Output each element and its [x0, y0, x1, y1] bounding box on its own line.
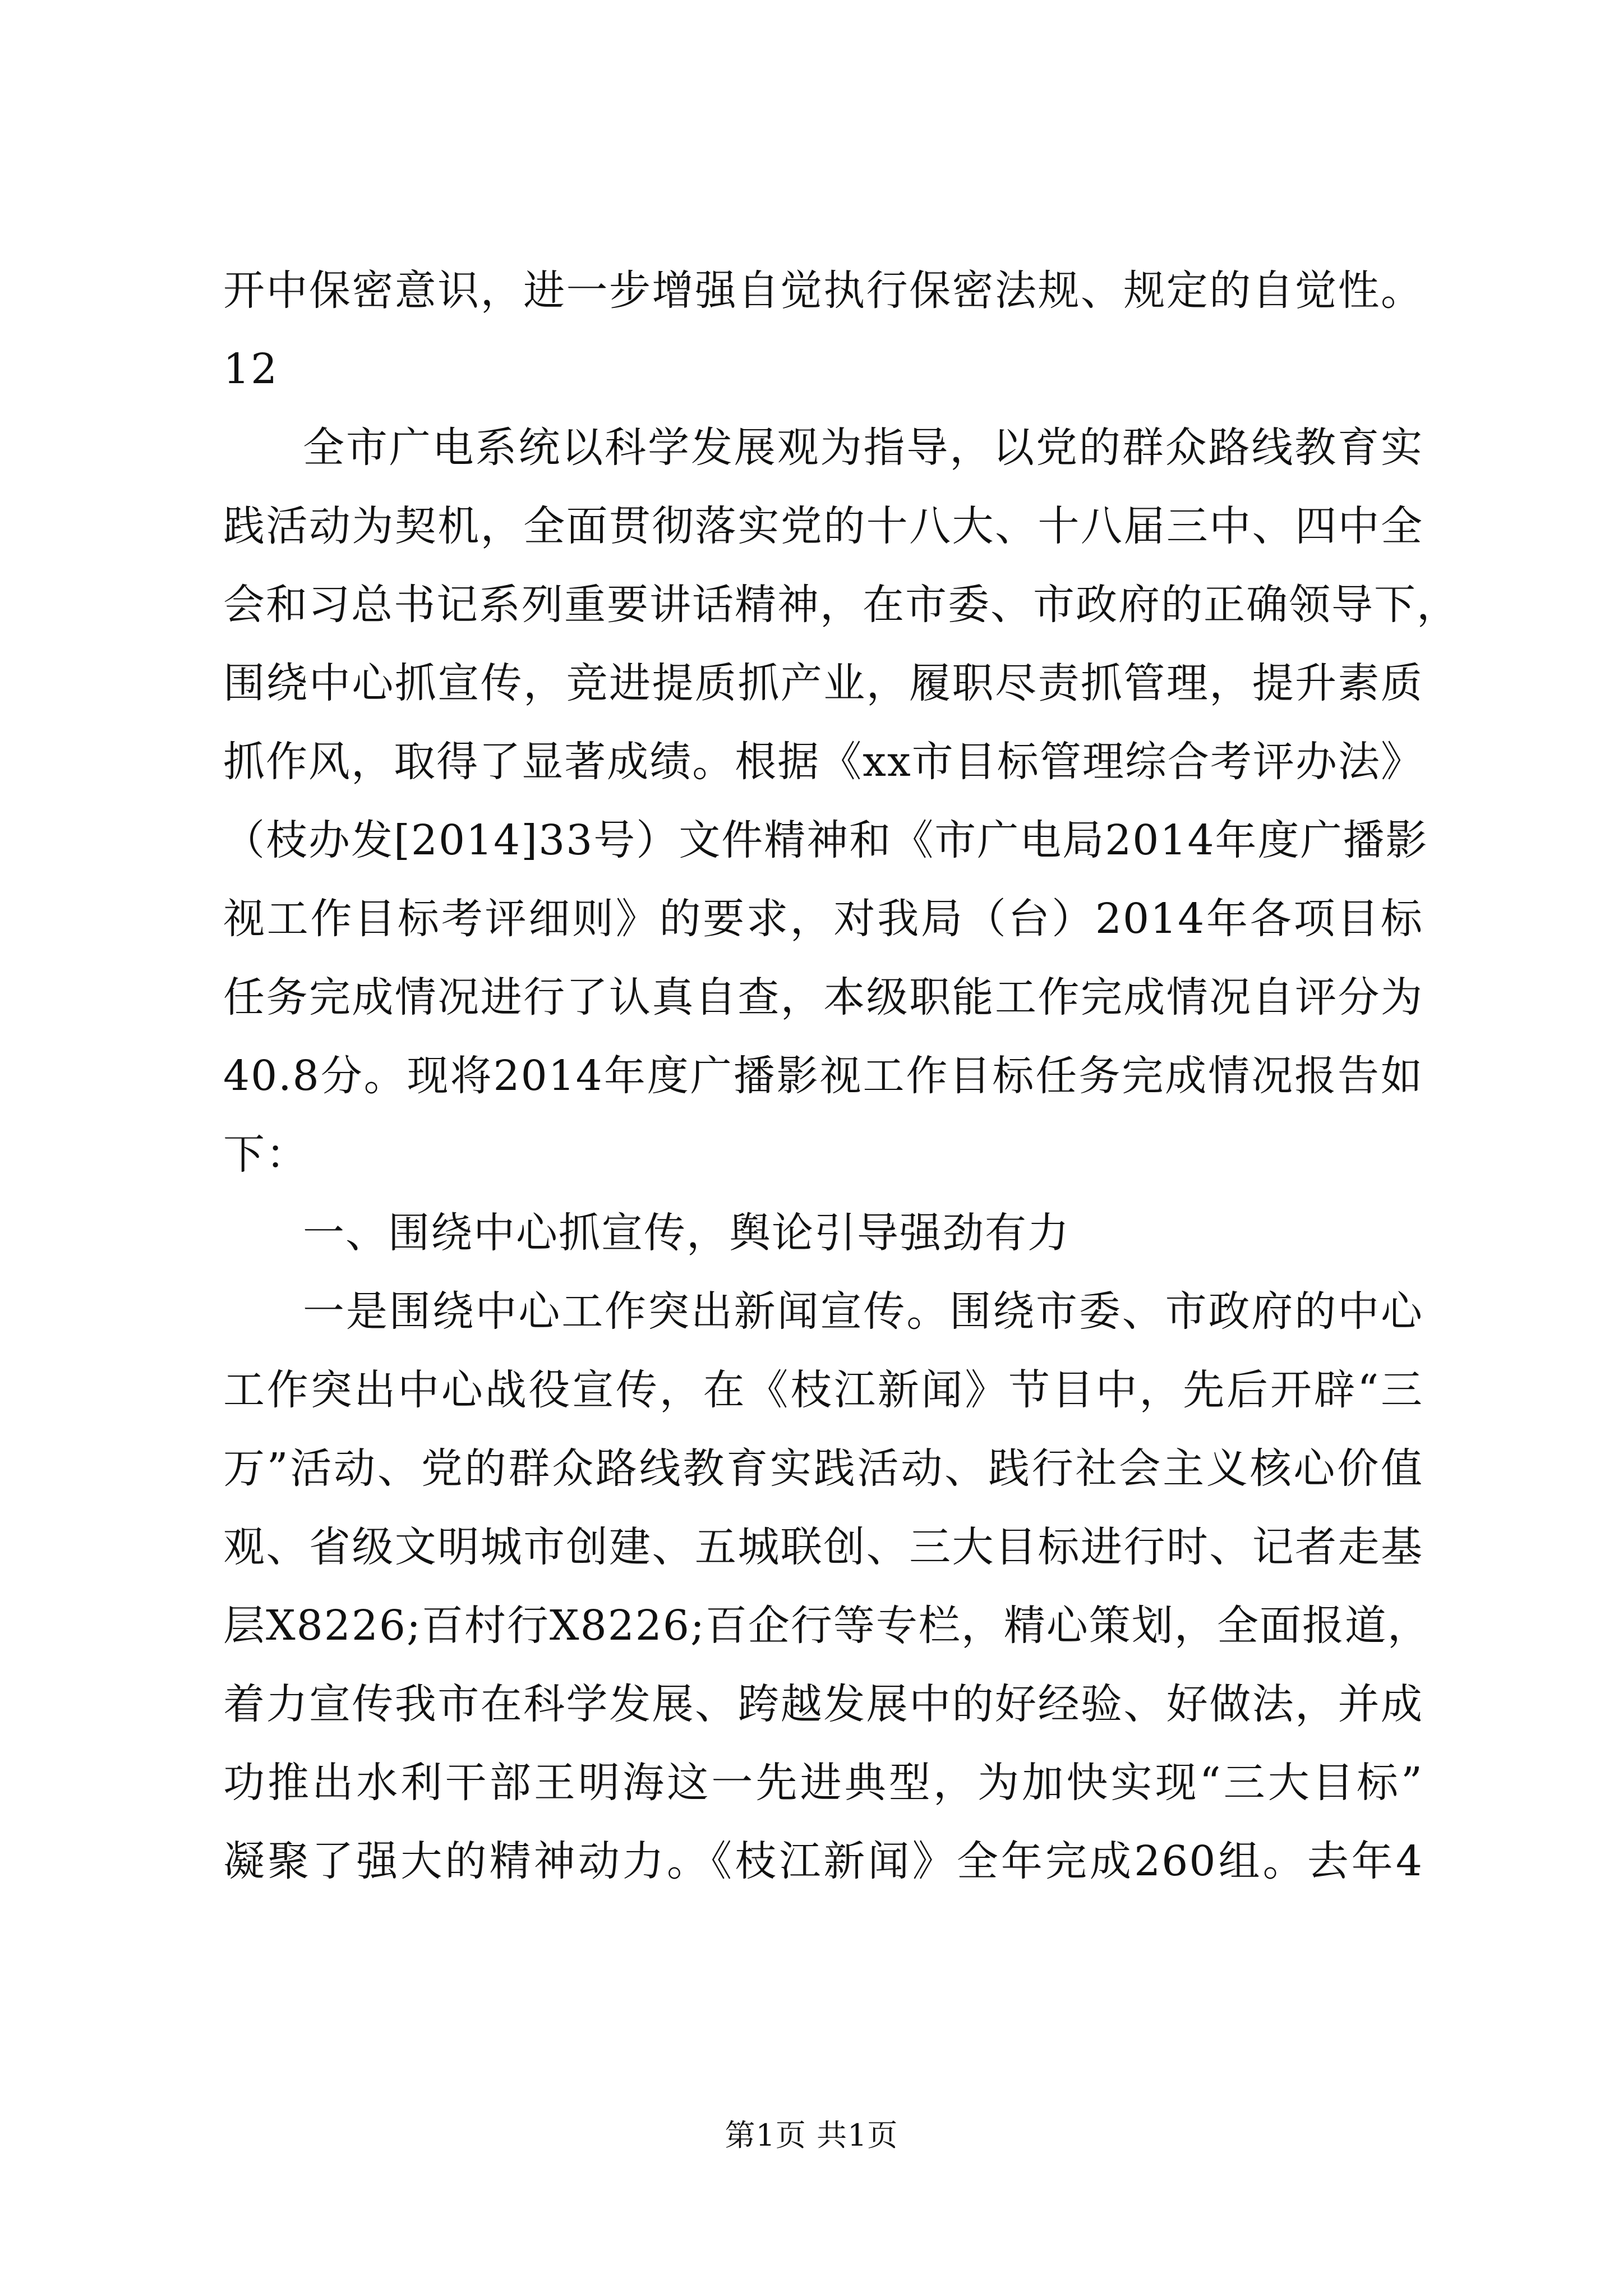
document-body	[223, 251, 1459, 1901]
paragraph-start-line: 一是围绕中心工作突出新闻宣传。围绕市委、市政府的中心	[303, 1287, 1423, 1336]
body-line: 40.8分。现将2014年度广播影视工作目标任务完成情况报告如	[223, 1052, 1423, 1100]
body-line: 着力宣传我市在科学发展、跨越发展中的好经验、好做法，并成	[223, 1680, 1423, 1728]
body-line: 会和习总书记系列重要讲话精神，在市委、市政府的正确领导下，	[223, 581, 1459, 629]
body-line: 层X8226;百村行X8226;百企行等专栏，精心策划，全面报道，	[223, 1602, 1430, 1650]
body-line: 视工作目标考评细则》的要求，对我局（台）2014年各项目标	[223, 895, 1423, 943]
body-line: 抓作风，取得了显著成绩。根据《xx市目标管理综合考评办法》	[223, 738, 1423, 786]
body-line: 围绕中心抓宣传，竞进提质抓产业，履职尽责抓管理，提升素质	[223, 659, 1423, 707]
body-line: 12	[223, 345, 279, 393]
body-line: 观、省级文明城市创建、五城联创、三大目标进行时、记者走基	[223, 1523, 1423, 1571]
body-line: 开中保密意识，进一步增强自觉执行保密法规、规定的自觉性。	[223, 266, 1423, 315]
body-line: 践活动为契机，全面贯彻落实党的十八大、十八届三中、四中全	[223, 502, 1423, 550]
paragraph-start-line: 全市广电系统以科学发展观为指导，以党的群众路线教育实	[303, 424, 1423, 472]
section-heading: 一、围绕中心抓宣传，舆论引导强劲有力	[303, 1209, 1070, 1257]
page-footer: 第1页 共1页	[725, 2118, 898, 2153]
body-line: 万”活动、党的群众路线教育实践活动、践行社会主义核心价值	[223, 1444, 1423, 1493]
body-line: 任务完成情况进行了认真自查，本级职能工作完成情况自评分为	[223, 973, 1423, 1022]
body-line: 凝聚了强大的精神动力。《枝江新闻》全年完成260组。去年4	[223, 1837, 1423, 1885]
body-line: （枝办发[2014]33号）文件精神和《市广电局2014年度广播影	[223, 816, 1428, 864]
body-line: 工作突出中心战役宣传，在《枝江新闻》节目中，先后开辟“三	[223, 1366, 1423, 1414]
body-line: 下：	[223, 1130, 308, 1179]
body-line: 功推出水利干部王明海这一先进典型，为加快实现“三大目标”	[223, 1759, 1423, 1807]
